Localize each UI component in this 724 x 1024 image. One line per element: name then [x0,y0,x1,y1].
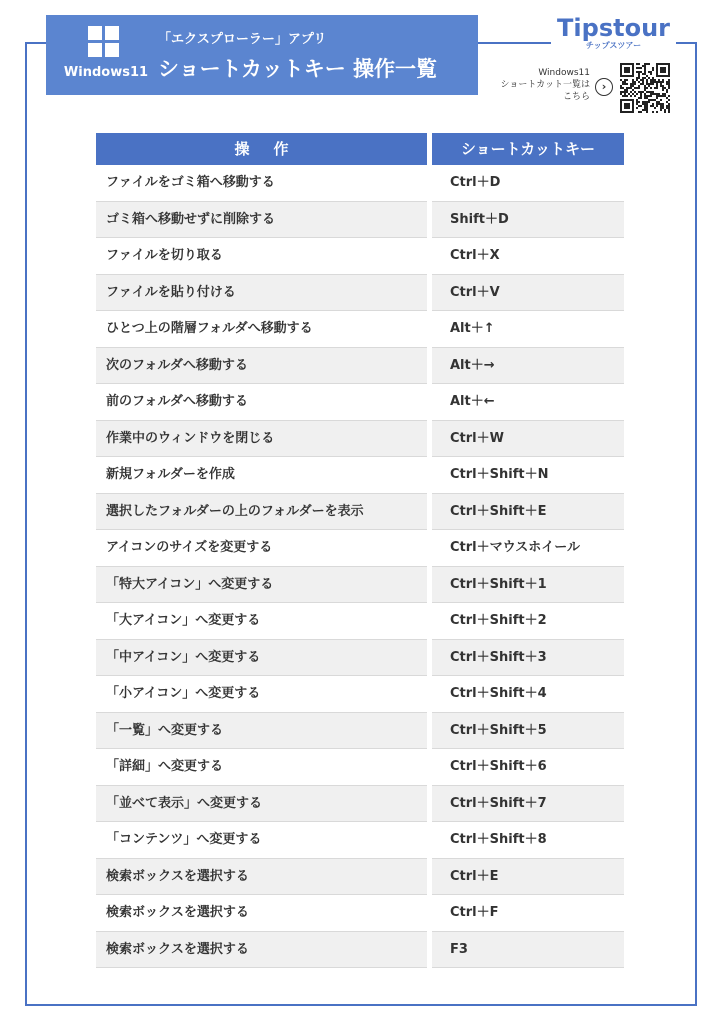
operation-cell: ゴミ箱へ移動せずに削除する [96,202,427,239]
os-label: Windows11 [63,65,149,80]
operation-cell: 「並べて表示」へ変更する [96,786,427,823]
table-body [96,165,624,968]
shortcut-cell: Ctrl＋E [432,859,624,896]
operation-cell: 次のフォルダへ移動する [96,348,427,385]
table-row [96,859,624,896]
header-banner [46,15,478,95]
table-row [96,421,624,458]
shortcut-cell: Ctrl＋Shift＋4 [432,676,624,713]
promo-line-2: ショートカット一覧は [500,80,590,90]
brand-reading: チップスツアー [585,41,642,50]
operation-cell: 検索ボックスを選択する [96,895,427,932]
operation-cell: 作業中のウィンドウを閉じる [96,421,427,458]
table-row [96,640,624,677]
header-subtitle: 「エクスプローラー」アプリ [158,32,327,47]
shortcut-cell: Ctrl＋W [432,421,624,458]
operation-cell: ファイルをゴミ箱へ移動する [96,165,427,202]
table-row [96,238,624,275]
shortcut-cell: Alt＋→ [432,348,624,385]
shortcut-cell: Ctrl＋V [432,275,624,312]
table-row [96,932,624,969]
shortcut-cell: Ctrl＋Shift＋7 [432,786,624,823]
operation-cell: ファイルを貼り付ける [96,275,427,312]
promo-line-3: こちら [562,92,590,102]
operation-cell: 検索ボックスを選択する [96,932,427,969]
shortcut-cell: Ctrl＋Shift＋8 [432,822,624,859]
operation-cell: 「小アイコン」へ変更する [96,676,427,713]
operation-cell: 「大アイコン」へ変更する [96,603,427,640]
shortcut-cell: Ctrl＋マウスホイール [432,530,624,567]
operation-cell: 選択したフォルダーの上のフォルダーを表示 [96,494,427,531]
shortcut-table [96,133,624,968]
shortcut-cell: Alt＋← [432,384,624,421]
shortcut-cell: Ctrl＋Shift＋3 [432,640,624,677]
column-header-operation: 操作 [96,133,427,165]
table-row [96,165,624,202]
table-row [96,567,624,604]
table-row [96,822,624,859]
shortcut-cell: Alt＋↑ [432,311,624,348]
column-header-shortcut: ショートカットキー [432,133,624,165]
shortcut-cell: Ctrl＋F [432,895,624,932]
table-row [96,275,624,312]
table-row [96,311,624,348]
table-row [96,676,624,713]
operation-cell: 「中アイコン」へ変更する [96,640,427,677]
operation-cell: 「特大アイコン」へ変更する [96,567,427,604]
table-row [96,348,624,385]
table-row [96,786,624,823]
table-row [96,603,624,640]
operation-cell: 新規フォルダーを作成 [96,457,427,494]
table-row [96,494,624,531]
table-row [96,530,624,567]
windows-logo-icon [88,26,119,57]
table-row [96,713,624,750]
shortcut-cell: Ctrl＋Shift＋N [432,457,624,494]
shortcut-cell: Ctrl＋Shift＋E [432,494,624,531]
operation-cell: 「コンテンツ」へ変更する [96,822,427,859]
operation-cell: ひとつ上の階層フォルダへ移動する [96,311,427,348]
shortcut-cell: Ctrl＋Shift＋2 [432,603,624,640]
brand-name: Tipstour [557,14,670,42]
chevron-right-icon[interactable]: › [595,78,613,96]
table-row [96,384,624,421]
promo-line-1: Windows11 [538,68,590,78]
page-title: ショートカットキー 操作一覧 [158,57,438,81]
shortcut-cell: Ctrl＋Shift＋5 [432,713,624,750]
shortcut-cell: Ctrl＋Shift＋1 [432,567,624,604]
table-row [96,749,624,786]
shortcut-cell: Ctrl＋D [432,165,624,202]
table-row [96,895,624,932]
operation-cell: 前のフォルダへ移動する [96,384,427,421]
operation-cell: ファイルを切り取る [96,238,427,275]
table-row [96,202,624,239]
operation-cell: アイコンのサイズを変更する [96,530,427,567]
shortcut-cell: Ctrl＋Shift＋6 [432,749,624,786]
operation-cell: 検索ボックスを選択する [96,859,427,896]
shortcut-cell: Shift＋D [432,202,624,239]
brand-logo[interactable] [551,14,676,51]
operation-cell: 「詳細」へ変更する [96,749,427,786]
table-row [96,457,624,494]
table-header [96,133,624,165]
shortcut-cell: Ctrl＋X [432,238,624,275]
shortcut-cell: F3 [432,932,624,969]
operation-cell: 「一覧」へ変更する [96,713,427,750]
qr-code-icon[interactable] [620,63,670,113]
